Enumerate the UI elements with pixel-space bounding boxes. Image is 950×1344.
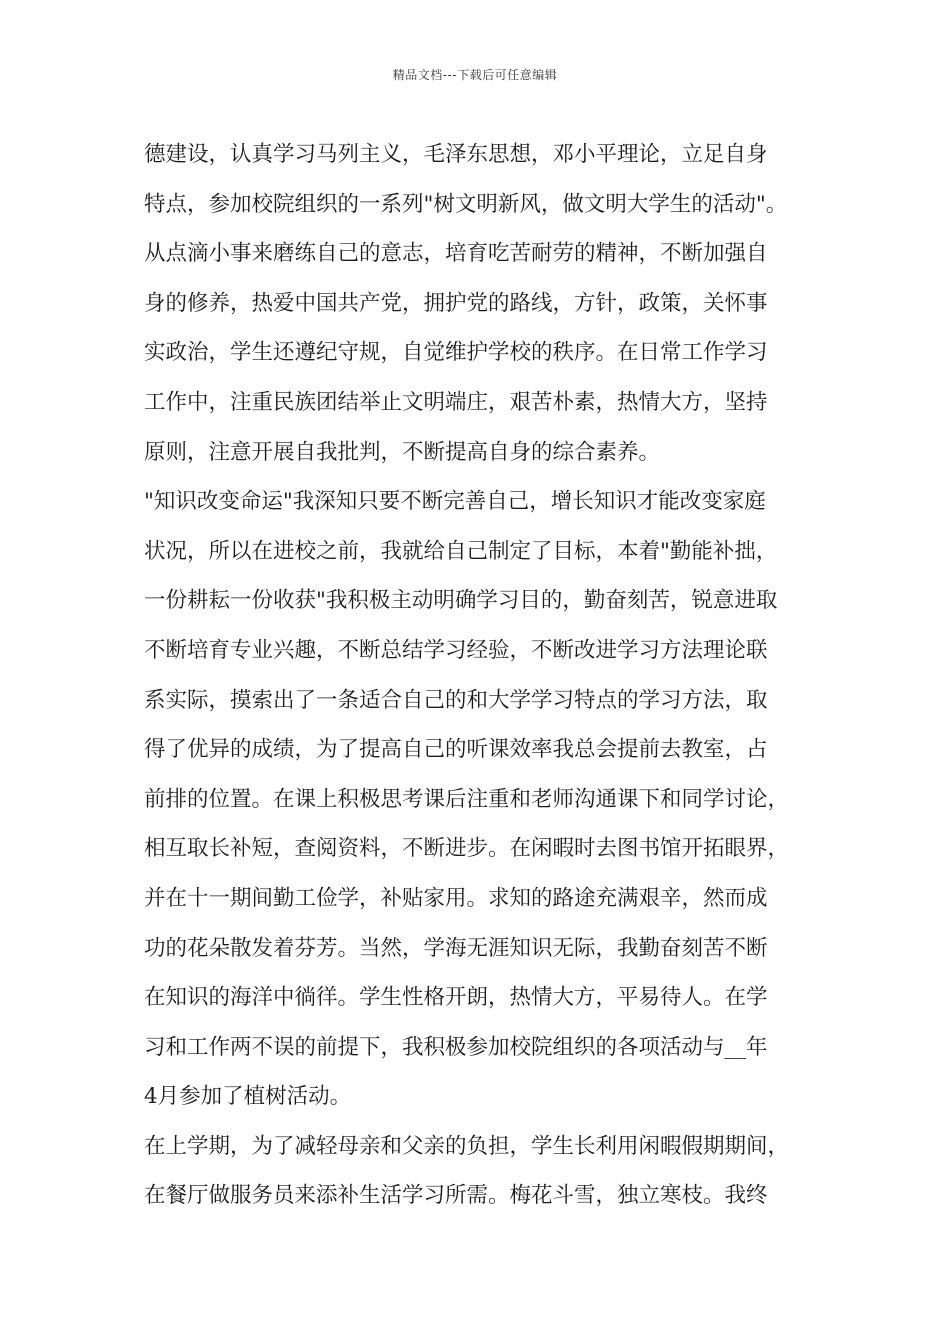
page-header: 精品文档---下载后可任意编辑 [392, 68, 558, 82]
text-line: 原则，注意开展自我批判，不断提高自身的综合素养。 [144, 439, 661, 465]
text-line: 习和工作两不误的前提下，我积极参加校院组织的各项活动与__年 [144, 1034, 768, 1060]
text-line: 身的修养，热爱中国共产党，拥护党的路线，方针，政策，关怀事 [144, 290, 768, 316]
text-line: 在上学期，为了减轻母亲和父亲的负担，学生长利用闲暇假期期间， [144, 1133, 790, 1159]
document-body [144, 130, 824, 1221]
text-line: 德建设，认真学习马列主义，毛泽东思想，邓小平理论，立足自身 [144, 142, 768, 167]
text-line: 系实际，摸索出了一条适合自己的和大学学习特点的学习方法，取 [144, 687, 768, 713]
text-line: 从点滴小事来磨练自己的意志，培育吃苦耐劳的精神，不断加强自 [144, 241, 768, 267]
text-line: 实政治，学生还遵纪守规，自觉维护学校的秩序。在日常工作学习 [144, 340, 768, 366]
text-line: 不断培育专业兴趣，不断总结学习经验，不断改进学习方法理论联 [144, 637, 768, 663]
text-line: 一份耕耘一份收获"我积极主动明确学习目的，勤奋刻苦，锐意进取 [144, 588, 778, 614]
text-line: 状况，所以在进校之前，我就给自己制定了目标，本着"勤能补拙， [144, 538, 778, 564]
text-line: 在知识的海洋中徜徉。学生性格开朗，热情大方，平易待人。在学 [144, 985, 768, 1011]
text-line: 前排的位置。在课上积极思考课后注重和老师沟通课下和同学讨论， [144, 786, 790, 812]
text-line: "知识改变命运"我深知只要不断完善自己，增长知识才能改变家庭 [144, 489, 766, 515]
text-line: 功的花朵散发着芬芳。当然，学海无涯知识无际，我勤奋刻苦不断 [144, 935, 768, 961]
text-line: 工作中，注重民族团结举止文明端庄，艰苦朴素，热情大方，坚持 [144, 389, 768, 415]
text-line: 相互取长补短，查阅资料，不断进步。在闲暇时去图书馆开拓眼界， [144, 836, 790, 862]
text-line: 4月参加了植树活动。 [144, 1084, 352, 1110]
text-line: 特点，参加校院组织的一系列"树文明新风，做文明大学生的活动"。 [144, 191, 788, 217]
text-line: 得了优异的成绩，为了提高自己的听课效率我总会提前去教室，占 [144, 737, 768, 763]
text-line: 并在十一期间勤工俭学，补贴家用。求知的路途充满艰辛，然而成 [144, 885, 768, 911]
text-line: 在餐厅做服务员来添补生活学习所需。梅花斗雪，独立寒枝。我终 [144, 1183, 768, 1209]
